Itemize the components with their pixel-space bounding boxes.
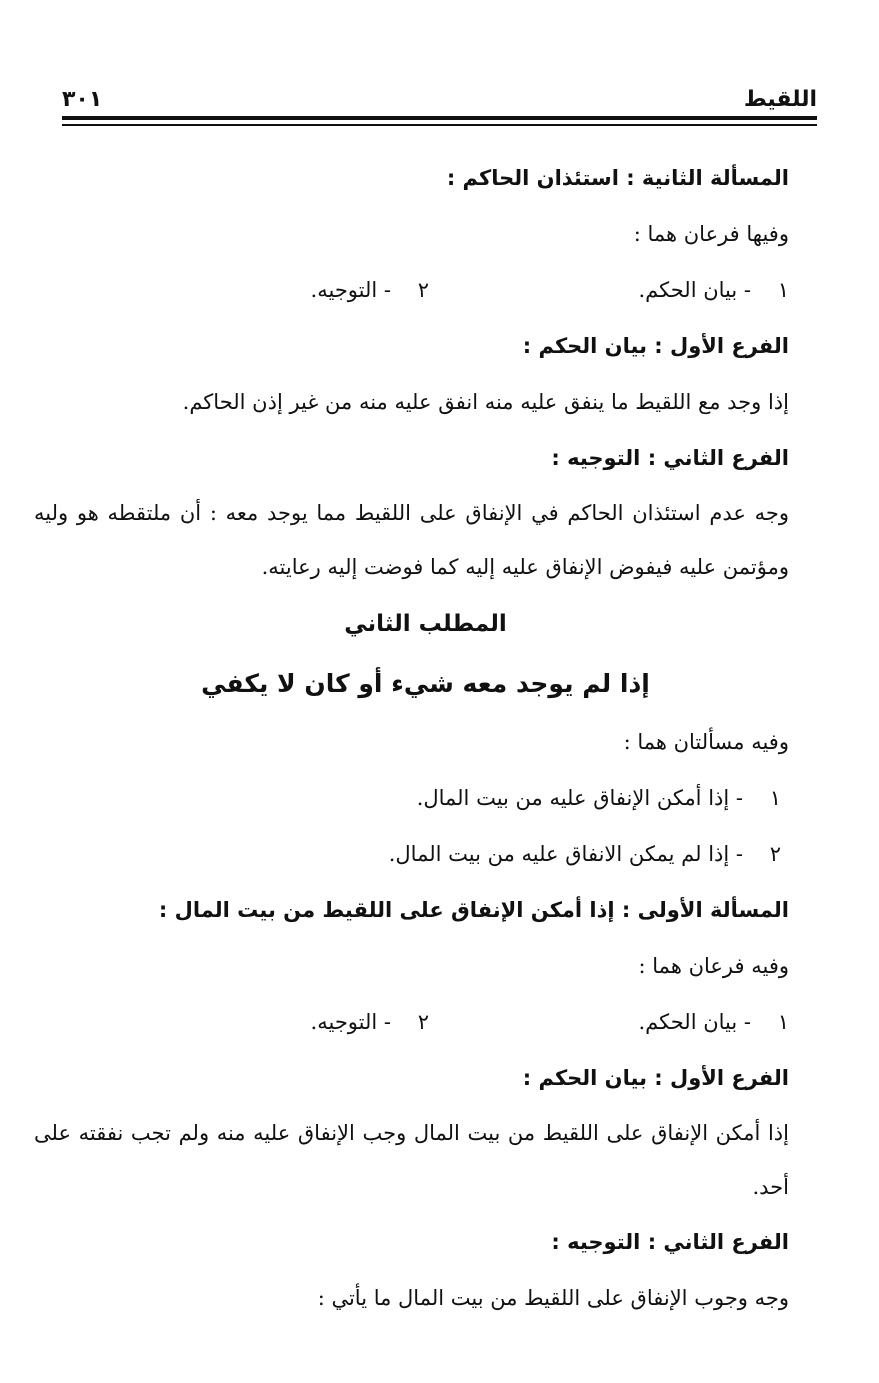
paragraph: وفيه مسألتان هما :	[623, 730, 789, 754]
list-item: ١- بيان الحكم.	[638, 1010, 789, 1034]
branch-heading: الفرع الثاني : التوجيه :	[551, 446, 789, 470]
section-heading: المسألة الثانية : استئذان الحاكم :	[446, 166, 789, 190]
section-heading: المسألة الأولى : إذا أمكن الإنفاق على اللقيط من بيت المال :	[158, 898, 789, 922]
paragraph: إذا وجد مع اللقيط ما ينفق عليه منه انفق عليه منه من غير إذن الحاكم.	[182, 390, 789, 414]
page-number: ٣٠١	[62, 87, 103, 112]
list-item: ١- بيان الحكم.	[638, 278, 789, 302]
running-title: اللقيط	[743, 87, 817, 112]
branch-list	[62, 994, 789, 1050]
branch-list	[62, 262, 789, 318]
paragraph: وجه عدم استئذان الحاكم في الإنفاق على اللقيط مما يوجد معه : أن ملتقطه هو وليه ومؤتمن عليه فيفوض الإنفاق عليه إليه كما فوضت إليه رعايته.	[34, 501, 789, 579]
list-item: ١- إذا أمكن الإنفاق عليه من بيت المال.	[416, 786, 781, 810]
page-header	[62, 78, 817, 112]
paragraph: وجه وجوب الإنفاق على اللقيط من بيت المال ما يأتي :	[317, 1286, 789, 1310]
paragraph: وفيه فرعان هما :	[638, 954, 789, 978]
paragraph: وفيها فرعان هما :	[633, 222, 789, 246]
header-rule-thick	[62, 116, 817, 120]
chapter-title: المطلب الثاني	[344, 611, 507, 637]
page-body	[34, 150, 789, 1326]
chapter-subtitle: إذا لم يوجد معه شيء أو كان لا يكفي	[201, 669, 650, 698]
header-rule-thin	[62, 124, 817, 126]
branch-heading: الفرع الأول : بيان الحكم :	[522, 334, 789, 358]
list-item: ٢- التوجيه.	[310, 1010, 429, 1034]
branch-heading: الفرع الثاني : التوجيه :	[551, 1230, 789, 1254]
paragraph: إذا أمكن الإنفاق على اللقيط من بيت المال وجب الإنفاق عليه منه ولم تجب نفقته على أحد.	[34, 1121, 789, 1199]
list-item: ٢- إذا لم يمكن الانفاق عليه من بيت المال.	[388, 842, 781, 866]
branch-heading: الفرع الأول : بيان الحكم :	[522, 1066, 789, 1090]
list-item: ٢- التوجيه.	[310, 278, 429, 302]
